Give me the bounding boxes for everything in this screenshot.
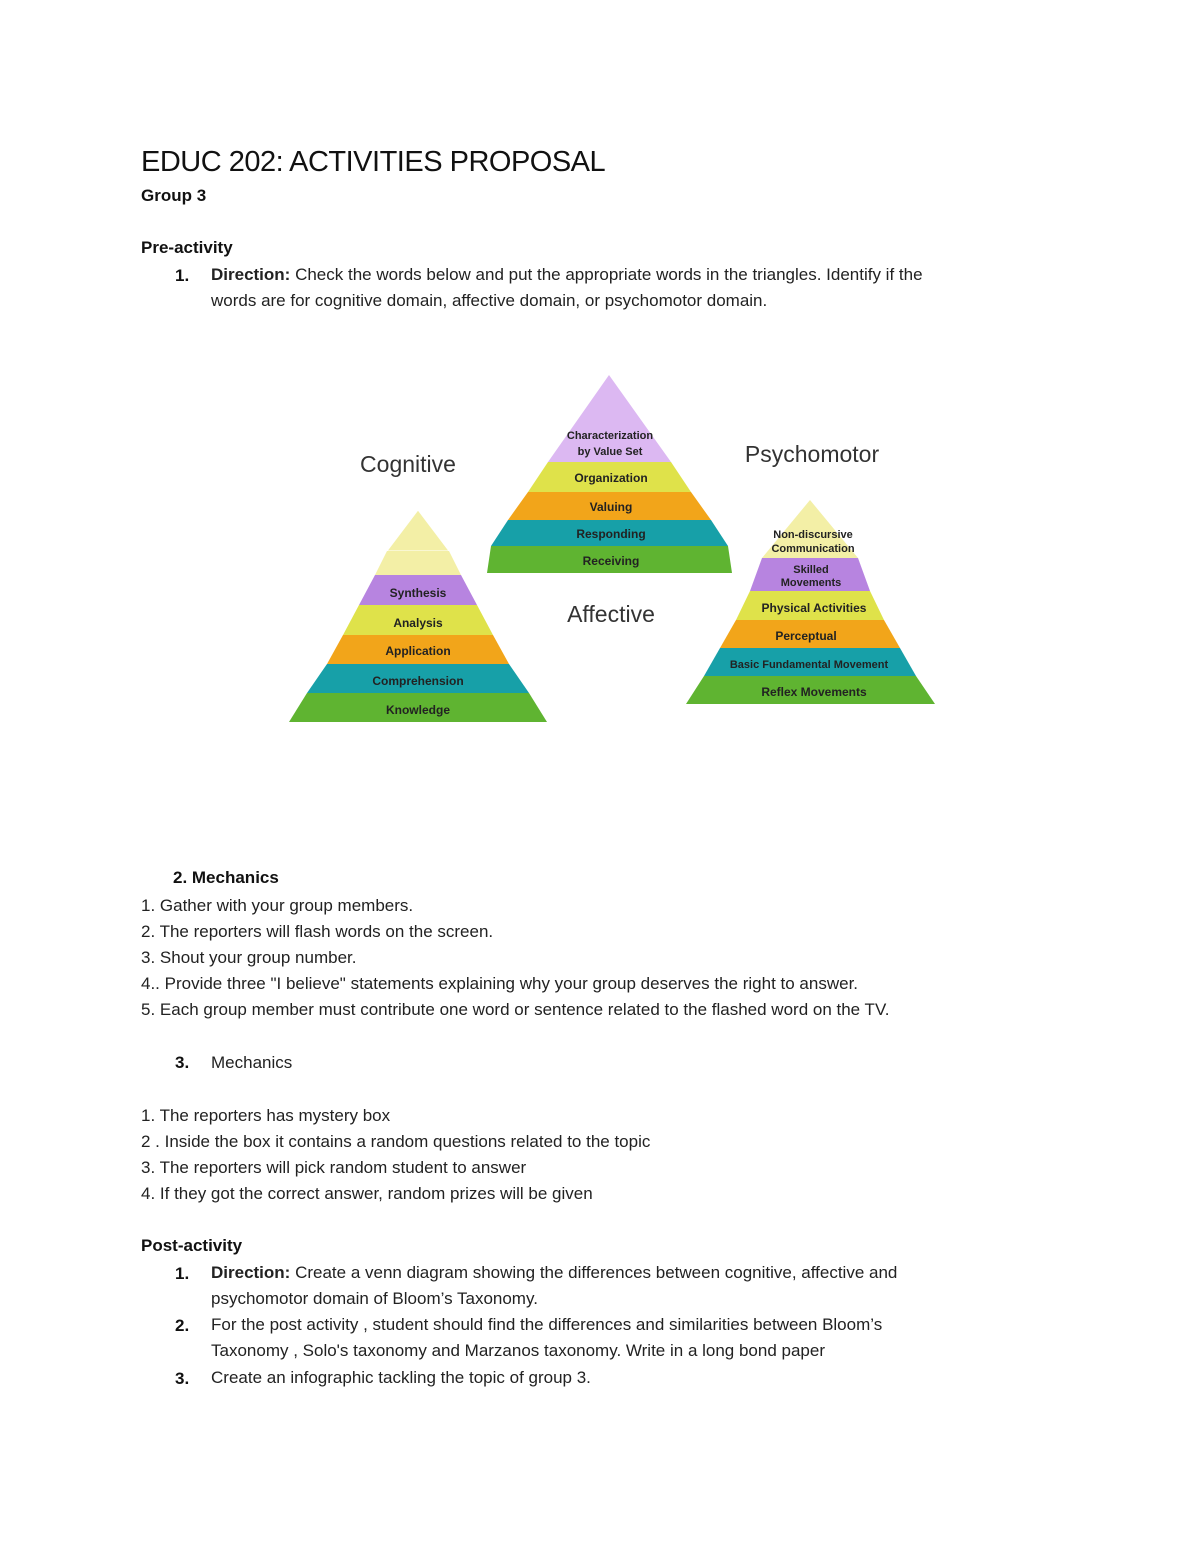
mechanics-3-line-1: 1. The reporters has mystery box bbox=[141, 1106, 391, 1125]
affective-label-responding: Responding bbox=[576, 527, 646, 541]
psychomotor-label-non-discursive-2: Communication bbox=[771, 543, 855, 555]
post-item-1-number: 1. bbox=[175, 1264, 190, 1283]
cognitive-level-evaluation bbox=[387, 510, 449, 551]
cognitive-band-evaluation bbox=[375, 551, 461, 575]
cognitive-label-comprehension: Comprehension bbox=[372, 674, 464, 688]
cognitive-title: Cognitive bbox=[360, 451, 456, 477]
affective-label-characterization-1: Characterization bbox=[566, 430, 654, 442]
mechanics-2-line-1: 1. Gather with your group members. bbox=[141, 896, 414, 915]
affective-label-valuing: Valuing bbox=[589, 500, 633, 514]
post-activity-heading: Post-activity bbox=[141, 1236, 243, 1255]
cognitive-label-application: Application bbox=[385, 644, 451, 658]
psychomotor-label-physical: Physical Activities bbox=[761, 601, 867, 615]
psychomotor-label-non-discursive-1: Non-discursive bbox=[773, 529, 853, 541]
post-item-1-line1: Create a venn diagram showing the differences between cognitive, affective and bbox=[290, 1263, 898, 1282]
affective-title: Affective bbox=[567, 601, 655, 627]
post-item-2-number: 2. bbox=[175, 1316, 190, 1335]
mechanics-2-line-4: 4.. Provide three "I believe" statements explaining why your group deserves the right to answer. bbox=[141, 974, 859, 993]
mechanics-2-line-2: 2. The reporters will flash words on the screen. bbox=[141, 922, 494, 941]
affective-label-organization: Organization bbox=[574, 471, 648, 485]
psychomotor-label-basic: Basic Fundamental Movement bbox=[729, 659, 889, 671]
post-item-2-text bbox=[211, 1312, 1111, 1364]
post-item-3-number: 3. bbox=[175, 1369, 190, 1388]
psychomotor-label-skilled-2: Movements bbox=[780, 577, 842, 589]
blooms-domains-diagram bbox=[0, 0, 1200, 760]
affective-label-receiving: Receiving bbox=[582, 554, 640, 568]
psychomotor-label-skilled-1: Skilled bbox=[793, 564, 829, 576]
pre-item-1-number: 1. bbox=[175, 266, 190, 285]
cognitive-label-analysis: Analysis bbox=[393, 616, 443, 630]
mechanics-3-heading: Mechanics bbox=[211, 1053, 293, 1072]
pre-item-1-line1: Check the words below and put the appropriate words in the triangles. Identify if the bbox=[290, 265, 923, 284]
mechanics-2-line-3: 3. Shout your group number. bbox=[141, 948, 357, 967]
group-label: Group 3 bbox=[141, 186, 207, 205]
direction-label: Direction: bbox=[211, 265, 291, 284]
post-item-1-text bbox=[211, 1260, 1111, 1312]
mechanics-3-line-3: 3. The reporters will pick random student to answer bbox=[141, 1158, 527, 1177]
pre-item-1-line2: words are for cognitive domain, affective domain, or psychomotor domain. bbox=[211, 291, 768, 310]
post-item-2-line1: For the post activity , student should find the differences and similarities between Bloom’s bbox=[211, 1315, 883, 1334]
pre-activity-heading: Pre-activity bbox=[141, 238, 233, 257]
mechanics-2-heading: 2. Mechanics bbox=[173, 868, 279, 887]
psychomotor-label-perceptual: Perceptual bbox=[775, 629, 837, 643]
post-direction-label: Direction: bbox=[211, 1263, 291, 1282]
mechanics-3-line-4: 4. If they got the correct answer, random prizes will be given bbox=[141, 1184, 593, 1203]
cognitive-label-knowledge: Knowledge bbox=[385, 703, 451, 717]
mechanics-3-line-2: 2 . Inside the box it contains a random questions related to the topic bbox=[141, 1132, 651, 1151]
affective-pyramid bbox=[487, 375, 732, 627]
cognitive-label-synthesis: Synthesis bbox=[389, 586, 447, 600]
cognitive-pyramid bbox=[289, 451, 547, 722]
psychomotor-title: Psychomotor bbox=[744, 441, 880, 467]
psychomotor-label-reflex: Reflex Movements bbox=[761, 685, 867, 699]
mechanics-3-number: 3. bbox=[175, 1053, 190, 1072]
post-item-1-line2: psychomotor domain of Bloom’s Taxonomy. bbox=[211, 1289, 538, 1308]
document-title: EDUC 202: ACTIVITIES PROPOSAL bbox=[141, 146, 606, 178]
affective-label-characterization-2: by Value Set bbox=[577, 446, 643, 458]
post-item-3-text: Create an infographic tackling the topic of group 3. bbox=[211, 1368, 591, 1387]
post-item-2-line2: Taxonomy , Solo's taxonomy and Marzanos taxonomy. Write in a long bond paper bbox=[211, 1341, 826, 1360]
mechanics-2-line-5: 5. Each group member must contribute one word or sentence related to the flashed word on the TV. bbox=[141, 1000, 890, 1019]
